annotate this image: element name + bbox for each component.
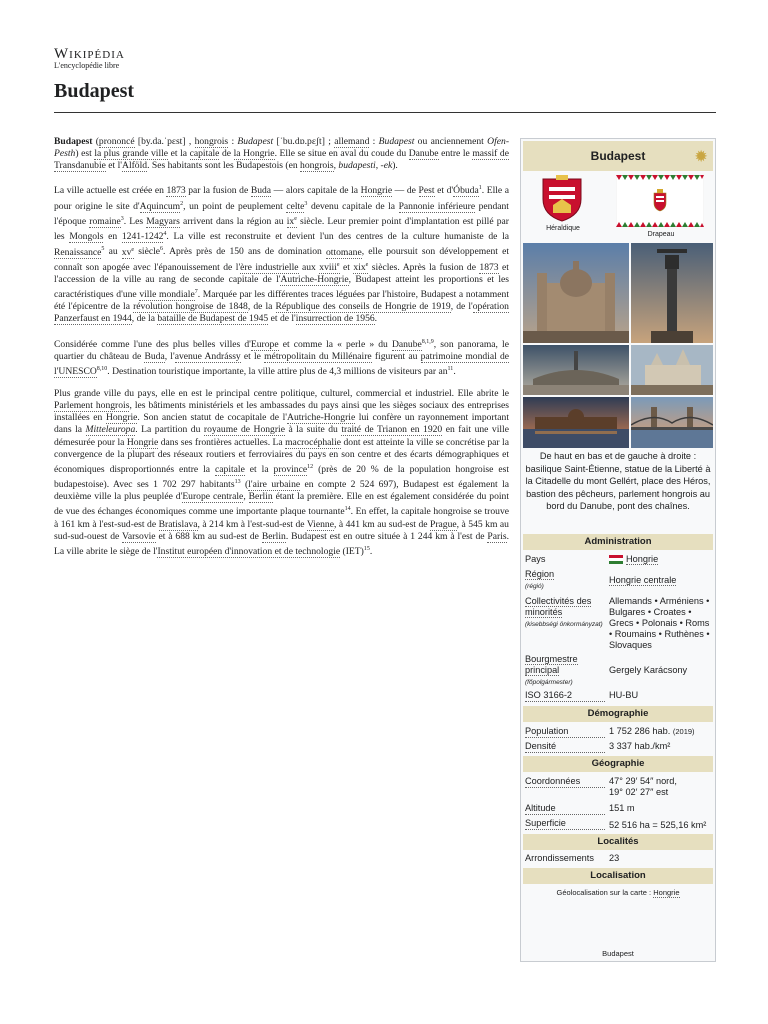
infobox (520, 138, 716, 962)
value-population-year: (2019) (672, 727, 695, 736)
coat-of-arms-icon[interactable] (541, 175, 583, 223)
section-administration: Administration (523, 534, 713, 550)
value-minorities[interactable]: Allemands • Arméniens • Bulgares • Croates • Grecs • Polonais • Roms • Roumains • Ruthènes • Slovaques (609, 596, 710, 650)
wikipedia-logo[interactable] (54, 46, 125, 70)
section-demographie: Démographie (523, 706, 713, 722)
value-arrondissements: 23 (609, 853, 620, 863)
chain-bridge-photo-icon[interactable] (631, 397, 713, 448)
label-minorities[interactable]: Collectivités des minorités (525, 596, 592, 617)
row-minorities (525, 596, 713, 654)
infobox-title: Budapest ✹ (523, 141, 713, 171)
label-region-sub: (régió) (525, 583, 544, 590)
fishermans-bastion-photo-icon[interactable] (631, 345, 713, 395)
label-population[interactable]: Population (525, 726, 605, 738)
label-density[interactable]: Densité (525, 741, 605, 753)
title-divider (54, 112, 716, 113)
geolocation-label: Géolocalisation sur la carte : (556, 888, 652, 897)
row-coordinates (525, 776, 713, 798)
flag-icon[interactable] (616, 175, 704, 227)
basilica-photo-icon[interactable] (523, 243, 629, 343)
label-area[interactable]: Superficie (525, 818, 605, 830)
value-coordinates[interactable]: 47° 29′ 54″ nord, 19° 02′ 27″ est (609, 776, 677, 797)
value-pays[interactable]: Hongrie (609, 554, 713, 565)
label-arrondissements: Arrondissements (525, 853, 594, 863)
logo-name: Wikipédia (54, 46, 125, 62)
value-population: 1 752 286 hab. (609, 726, 671, 736)
section-localisation: Localisation (523, 868, 713, 884)
paragraph-intro: Budapest (prononcé [by.da.ˈpɛst] , hongrois : Budapest [ˈbu.dɒ.pɛʃt] ; allemand : Budapest ou anciennement Ofen-Pesth) est la plus grande ville et la capitale de la Hongrie. Elle se situe en aval du coude du Danube entre le massif de Transdanubie et l'Alföld. Ses habitants sont les Budapestois (en hongrois, budapesti, -ek). (54, 136, 510, 172)
photo-caption: De haut en bas et de gauche à droite : basilique Saint-Étienne, statue de la Liberté à la Citadelle du mont Gellért, place des Héros, bastion des pêcheurs, parlement hongrois au bord du Danube, pont des chaînes. (525, 451, 711, 512)
map-caption: Budapest (602, 949, 634, 958)
value-iso: HU-BU (609, 690, 639, 700)
label-mayor-sub: (főpolgármester) (525, 679, 573, 686)
flag-caption[interactable]: Drapeau (647, 231, 675, 238)
parliament-photo-icon[interactable] (523, 397, 629, 448)
value-altitude: 151 m (609, 803, 635, 813)
label-minorities-sub: (kisebbségi önkormányzat) (525, 621, 603, 628)
value-density: 3 337 hab./km² (609, 741, 671, 751)
page-title: Budapest (54, 80, 135, 102)
hungary-flag-icon (609, 555, 623, 564)
paragraph-history: La ville actuelle est créée en 1873 par la fusion de Buda — alors capitale de la Hongrie — de Pest et d'Óbuda$^1$. Elle a pour origine le site d'Aquincum$^2$, un point de peuplement celte$^3$ devenu capitale de la Pannonie inférieure pendant l'époque romaine$^3$. Les Magyars arrivent dans la région au $ix^e$ siècle. Leur premier point d'implantation est pillé par les Mongols en 1241-1242$^4$. La ville est reconstruite et devient l'un des centres de la culture humaniste de la Renaissance$^5$ au $xv^e$ siècle$^6$. Après près de 150 ans de domination ottomane, elle poursuit son développement et connaît son apogée avec l'épanouissement de l'ère industrielle aux xviii$^e$ et xix$^e$ siècles. Après la fusion de 1873 et l'accession de la ville au rang de seconde capitale de l'Autriche-Hongrie, Budapest atteint les proportions et les caractéristiques d'une ville mondiale$^7$. Marquée par les différentes traces léguées par l'histoire, Budapest a notamment été l'épicentre de la révolution hongroise de 1848, de la République des conseils de Hongrie de 1919, de l'opération Panzerfaust en 1944, de la bataille de Budapest de 1945 et de l'insurrection de 1956. (54, 185, 509, 325)
paragraph-economy: Plus grande ville du pays, elle en est le principal centre politique, culturel, commercial et industriel. Elle abrite le Parlement hongrois, les bâtiments ministériels et les ambassades du pays ainsi que les sièges sociaux des entreprises installées en Hongrie. Son ancien statut de cocapitale de l'Autriche-Hongrie lui confère un rayonnement important dans la Mitteleuropa. La partition du royaume de Hongrie à la suite du traité de Trianon en 1920 en fait une ville démesurée pour la Hongrie dans ses frontières actuelles. La macrocéphalie dont est atteinte la ville se concrétise par la convergence de la plupart des réseaux routiers et ferroviaires du pays en son centre et des écarts démographiques et économiques disproportionnés entre la capitale et la province$^{12}$ (près de 20 % de la population hongroise est budapestoise). Avec ses 1 702 297 habitants$^{13}$ (l'aire urbaine en compte 2 524 697), Budapest est également la deuxième ville la plus peuplée d'Europe centrale, Berlin étant la première. Elle en est également considérée du point de vue des échanges économiques comme une importante plaque tournante$^{14}$. En effet, la capitale hongroise se trouve à 161 km à l'est-sud-est de Bratislava, à 214 km à l'est-sud-est de Vienne, à 441 km au sud-est de Prague, à 545 km au sud-sud-ouest de Varsovie et à 688 km au sud-est de Berlin. Budapest est en outre située à 1 244 km à l'est de Paris. La ville abrite le siège de l'Institut européen d'innovation et de technologie (IET)$^{15}$. (54, 388, 510, 558)
row-mayor (525, 654, 713, 688)
coa-caption[interactable]: Héraldique (546, 225, 580, 232)
label-pays: Pays (525, 554, 546, 564)
label-region[interactable]: Région (525, 569, 555, 579)
liberty-statue-photo-icon[interactable] (631, 243, 713, 343)
label-coordinates[interactable]: Coordonnées (525, 776, 605, 788)
section-geographie: Géographie (523, 756, 713, 772)
photo-montage[interactable] (523, 243, 713, 448)
heroes-square-photo-icon[interactable] (523, 345, 629, 395)
geolocation-line (525, 888, 711, 897)
star-icon: ✹ (695, 148, 707, 164)
row-region (525, 569, 713, 593)
value-region[interactable]: Hongrie centrale (609, 575, 677, 585)
geolocation-link[interactable]: Hongrie (653, 888, 680, 897)
section-localites: Localités (523, 834, 713, 850)
logo-tagline: L'encyclopédie libre (54, 61, 120, 70)
label-altitude[interactable]: Altitude (525, 803, 605, 815)
paragraph-tourism: Considérée comme l'une des plus belles villes d'Europe et comme la « perle » du Danube$^{8,1,9}$, son panorama, le quartier du château de Buda, l'avenue Andrássy et le métropolitain du Millénaire figurent au patrimoine mondial de l'UNESCO$^{8,10}$. Destination touristique importante, la ville attire plus de 4,3 millions de visiteurs par $an^{11}$. (54, 338, 510, 378)
value-mayor: Gergely Karácsony (609, 665, 688, 675)
label-iso[interactable]: ISO 3166-2 (525, 690, 605, 702)
label-mayor[interactable]: Bourgmestre principal (525, 654, 578, 675)
value-area: 52 516 ha = 525,16 km² (609, 820, 707, 830)
article-body (54, 136, 509, 568)
